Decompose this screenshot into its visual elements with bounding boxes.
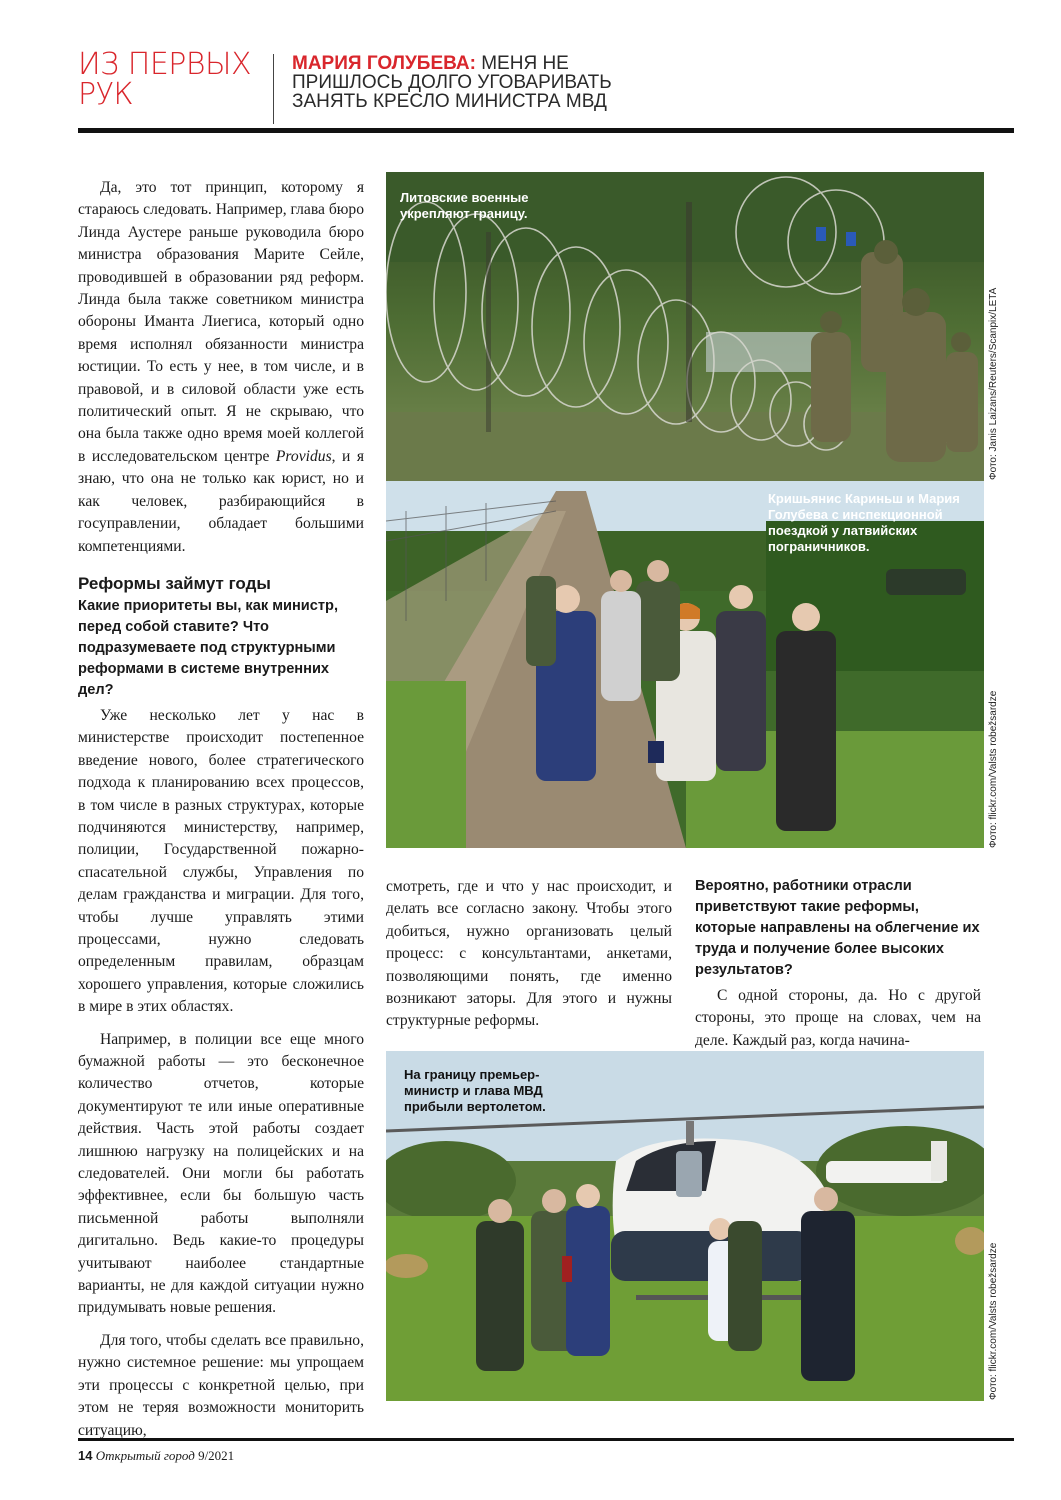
text-column-2: [386, 876, 672, 1033]
page-number: 14: [78, 1448, 93, 1463]
headline-name: МАРИЯ ГОЛУБЕВА:: [292, 53, 476, 74]
headline-line-2: ПРИШЛОСЬ ДОЛГО УГОВАРИВАТЬ: [292, 72, 612, 93]
interview-question: Какие приоритеты вы, как министр, перед собой ставите? Что подразумеваете под структурными реформами в системе внутренних дел?: [78, 597, 338, 698]
section-subhead: Реформы займут годы: [78, 573, 271, 593]
paragraph: С одной стороны, да. Но с другой стороны, это проще на словах, чем на деле. Каждый раз, когда начина-: [695, 987, 981, 1049]
text-column-3: [695, 876, 981, 1052]
header-rule: [78, 128, 1014, 133]
photo-caption: На границу премьер-министр и глава МВД прибыли вертолетом.: [404, 1067, 546, 1114]
paragraph: Для того, чтобы сделать все правильно, нужно системное решение: мы упрощаем эти процессы с конкретной целью, при этом не теряя возможности мониторить ситуацию,: [78, 1331, 364, 1439]
photo-officials-border: [386, 481, 984, 848]
article-headline: [292, 54, 652, 111]
paragraph: Например, в полиции все еще много бумажной работы — это бесконечное количество отчетов, которые документируют те или иные оперативные действия. Часть этой работы создает лишнюю нагрузку на полицейских и на следователей. Они могли бы работать эффективнее, если бы большую часть письменной работы выполняли дигитально. Ведь какие-то процедуры учитывают наиболее стандартные варианты, не для каждой ситуации нужно придумывать новые решения.: [78, 1030, 364, 1317]
rubric-line-2: РУК: [78, 77, 134, 112]
issue-number: 9/2021: [198, 1448, 235, 1463]
headline-line-1: МЕНЯ НЕ: [475, 53, 569, 74]
photo-caption: Кришьянис Кариньш и Мария Голубева с инспекционной поездкой у латвийских пограничников.: [768, 491, 960, 554]
interview-question: Вероятно, работники отрасли приветствуют такие реформы, которые направлены на облегчение их труда и получение более высоких результатов?: [695, 878, 980, 978]
photo-caption: Литовские военные укрепляют границу.: [400, 190, 529, 221]
headline-line-3: ЗАНЯТЬ КРЕСЛО МИНИСТРА МВД: [292, 91, 607, 112]
header-divider: [273, 54, 274, 124]
paragraph: смотреть, где и что у нас происходит, и делать все согласно закону. Чтобы этого добиться, нужно организовать целый процесс: с консультантами, анкетами, позволяющими понять, где именно возникают заторы. Для этого и нужны структурные реформы.: [386, 878, 672, 1030]
photo-credit: Фото: flickr.com/Valsts robežsardze: [988, 1242, 999, 1400]
paragraph: Уже несколько лет у нас в министерстве происходит постепенное введение нового, более стратегического подхода к планированию всех процессов, в том числе в разных структурах, которые подчиняются министерству, например, полиции, Государственной пожарно-спасательной службы, Управления по делам гражданства и миграции. Для того, чтобы лучше управлять этими процессами, нужно следовать определенным правилам, образцам хорошего управления, которые сложились в мире в этих областях.: [78, 706, 364, 1016]
photo-credit: Фото: flickr.com/Valsts robežsardze: [988, 690, 999, 848]
footer-rule: [78, 1438, 1014, 1441]
paragraph: Да, это тот принцип, которому я стараюсь следовать. Например, глава бюро Линда Аустере раньше руководила бюро министра образования Марите Сейле, проводившей в образовании ряд реформ. Линда была также советником министра обороны Иманта Лиегиса, который одно время исполнял обязанности министра юстиции. То есть у нее, в том числе, и в правовой, и в силовой области уже есть политический опыт. Я не скрываю, что она была также одно время моей коллегой в исследовательском центре Providus, и я знаю, что она не только как юрист, но и как человек, разбирающийся в госуправлении, обладает большими компетенциями.: [78, 179, 365, 555]
article-header: [78, 47, 1014, 130]
rubric-line-1: ИЗ ПЕРВЫХ: [78, 47, 252, 82]
photo-helicopter: [386, 1051, 984, 1401]
photo-soldiers-razor-wire: [386, 172, 984, 481]
photo-credit: Фото: Janis Laizans/Reuters/Scanpix/LETA: [988, 287, 999, 480]
magazine-name: Открытый город: [95, 1448, 195, 1463]
page-footer: [78, 1448, 234, 1464]
rubric-label: [78, 47, 268, 112]
text-column-1: [78, 177, 364, 1442]
